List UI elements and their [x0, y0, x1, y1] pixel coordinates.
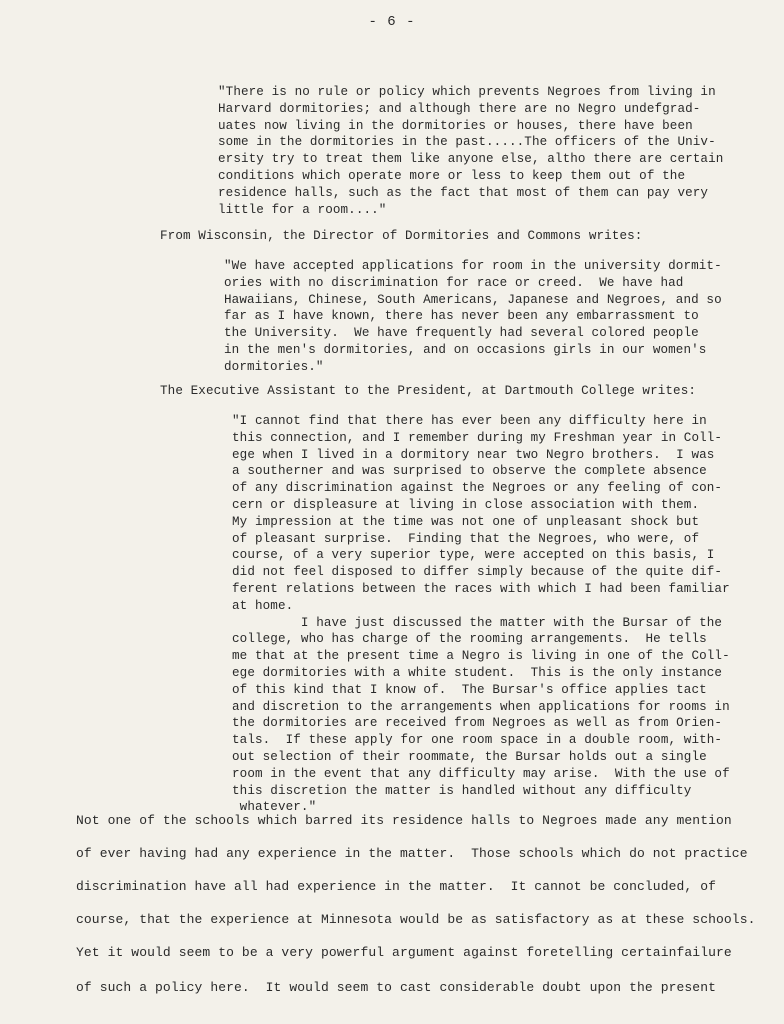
quote-dartmouth	[232, 413, 730, 816]
quote-line: me that at the present time a Negro is living in one of the Coll-	[232, 649, 730, 664]
quote-line: "We have accepted applications for room in the university dormit-	[224, 259, 722, 273]
page-number: - 6 -	[368, 14, 416, 30]
quote-line: course, of a very superior type, were accepted on this basis, I	[232, 548, 715, 563]
quote-line: did not feel disposed to differ simply because of the quite dif-	[232, 565, 723, 580]
quote-line: some in the dormitories in the past.....The officers of the Univ-	[218, 135, 716, 150]
quote-line: dormitories."	[224, 359, 324, 374]
quote-line: this connection, and I remember during my Freshman year in Coll-	[232, 430, 723, 445]
quote-line: far as I have known, there has never been any embarrassment to	[224, 309, 699, 324]
quote-line: "There is no rule or policy which prevents Negroes from living in	[218, 85, 716, 99]
quote-line: of pleasant surprise. Finding that the Negroes, who were, of	[232, 531, 700, 546]
paragraph-line: discrimination have all had experience in the matter. It cannot be concluded, of	[76, 879, 717, 894]
quote-line: cern or displeasure at living in close association with them.	[232, 497, 700, 512]
quote-line: Harvard dormitories; and although there are no Negro undefgrad-	[218, 101, 701, 116]
quote-line: college, who has charge of the rooming arrangements. He tells	[232, 632, 707, 647]
quote-line: residence halls, such as the fact that most of them can pay very	[218, 185, 709, 200]
quote-line: ege when I lived in a dormitory near two Negro brothers. I was	[232, 447, 715, 462]
quote-line: ege dormitories with a white student. This is the only instance	[232, 665, 723, 680]
quote-line: little for a room...."	[218, 202, 387, 217]
quote-line: room in the event that any difficulty may arise. With the use of	[232, 766, 730, 781]
quote-line: uates now living in the dormitories or houses, there have been	[218, 118, 693, 133]
quote-line: "I cannot find that there has ever been any difficulty here in	[232, 414, 707, 428]
quote-line: out selection of their roommate, the Bursar holds out a single	[232, 749, 707, 764]
quote-line: ferent relations between the races with which I had been familiar	[232, 581, 730, 596]
quote-line: at home.	[232, 598, 294, 613]
quote-wisconsin	[224, 258, 722, 376]
intro-line: The Executive Assistant to the President, at Dartmouth College writes:	[160, 384, 697, 398]
quote-line: ersity try to treat them like anyone else, altho there are certain	[218, 152, 724, 167]
paragraph-line: Not one of the schools which barred its residence halls to Negroes made any mention	[76, 813, 732, 828]
quote-line: a southerner and was surprised to observe the complete absence	[232, 464, 707, 479]
paragraph-line: of ever having had any experience in the matter. Those schools which do not practice	[76, 846, 748, 861]
intro-wisconsin	[160, 228, 642, 245]
intro-dartmouth	[160, 383, 696, 400]
paragraph-line: course, that the experience at Minnesota would be as satisfactory as at these schools.	[76, 912, 756, 927]
quote-line: tals. If these apply for one room space in a double room, with-	[232, 733, 723, 748]
quote-line: the University. We have frequently had several colored people	[224, 326, 699, 341]
quote-line: conditions which operate more or less to keep them out of the	[218, 168, 686, 183]
quote-line: of this kind that I know of. The Bursar's office applies tact	[232, 682, 707, 697]
quote-line: of any discrimination against the Negroes or any feeling of con-	[232, 481, 723, 496]
quote-harvard	[218, 84, 723, 218]
paragraph-line: Yet it would seem to be a very powerful argument against foretelling certainfailure	[76, 945, 732, 960]
quote-line: and discretion to the arrangements when applications for rooms in	[232, 699, 730, 714]
quote-line: whatever."	[232, 800, 317, 815]
intro-line: From Wisconsin, the Director of Dormitories and Commons writes:	[160, 229, 643, 243]
quote-line: the dormitories are received from Negroes as well as from Orien-	[232, 716, 723, 731]
quote-line: in the men's dormitories, and on occasions girls in our women's	[224, 342, 707, 357]
quote-line: Hawaiians, Chinese, South Americans, Japanese and Negroes, and so	[224, 292, 722, 307]
quote-line: this discretion the matter is handled without any difficulty	[232, 783, 692, 798]
quote-line: I have just discussed the matter with the Bursar of the	[232, 615, 723, 630]
quote-line: My impression at the time was not one of unpleasant shock but	[232, 514, 700, 529]
quote-line: ories with no discrimination for race or creed. We have had	[224, 275, 684, 290]
paragraph-line: of such a policy here. It would seem to cast considerable doubt upon the present	[76, 980, 717, 995]
